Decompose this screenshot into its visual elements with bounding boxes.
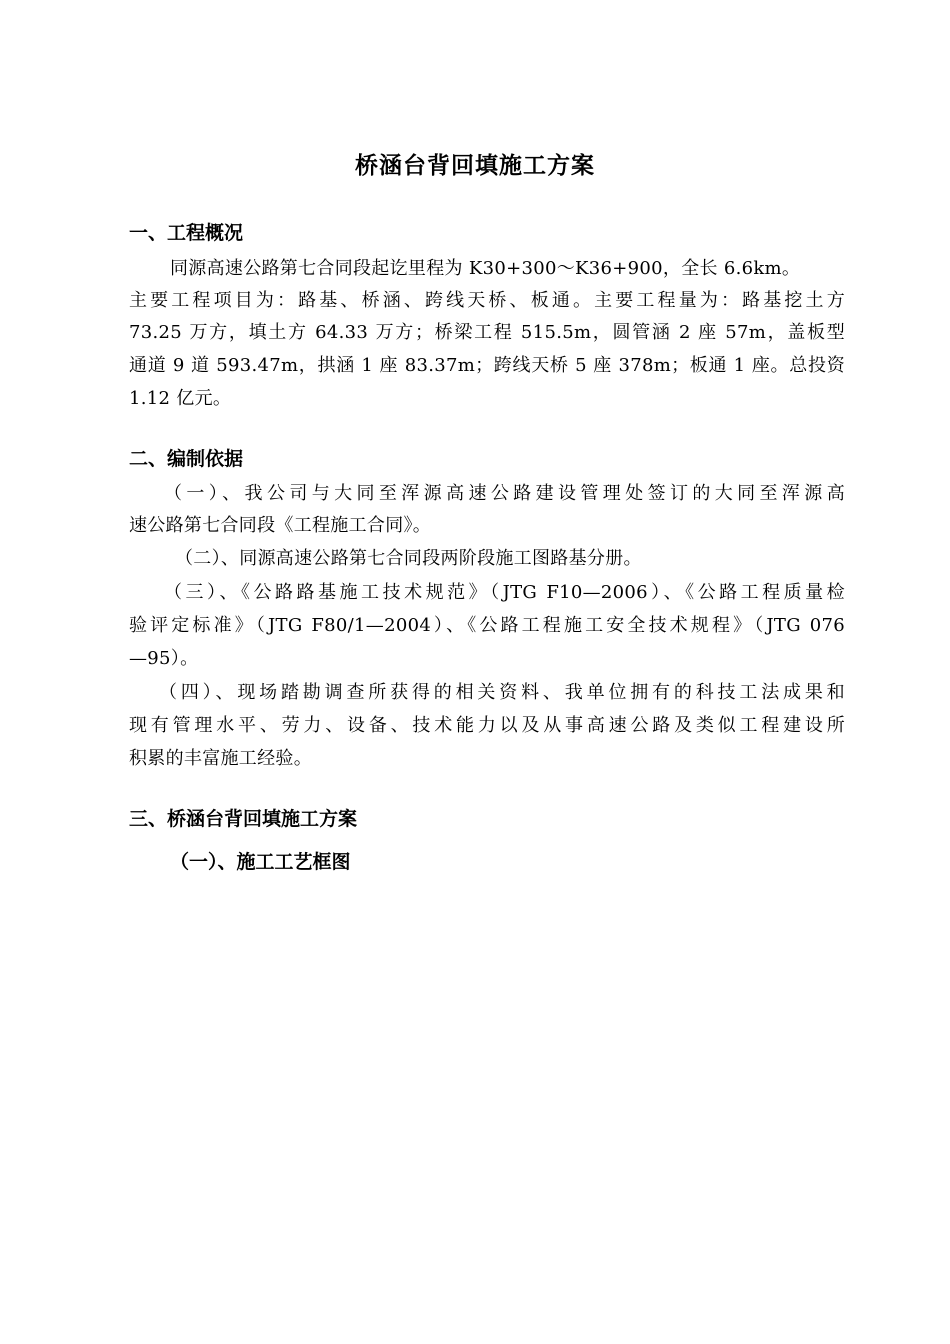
paragraph-line: （二）、同源高速公路第七合同段两阶段施工图路基分册。 (175, 548, 642, 569)
paragraph-line: 验评定标准》（JTG F80/1—2004）、《公路工程施工安全技术规程》（JTG 076 (129, 615, 845, 636)
paragraph-line: 速公路第七合同段《工程施工合同》。 (129, 515, 432, 536)
section-heading-basis: 二、编制依据 (129, 448, 244, 470)
section-heading-plan: 三、桥涵台背回填施工方案 (129, 808, 358, 830)
paragraph-line: 积累的丰富施工经验。 (129, 748, 312, 769)
paragraph-line: —95）。 (129, 648, 199, 669)
subsection-heading-flowchart: （一）、施工工艺框图 (170, 851, 351, 873)
paragraph-line: （一）、我公司与大同至浑源高速公路建设管理处签订的大同至浑源高 (164, 483, 845, 504)
paragraph-line: 1.12 亿元。 (129, 388, 232, 409)
paragraph-line: 通道 9 道 593.47m，拱涵 1 座 83.37m；跨线天桥 5 座 378m；板通 1 座。总投资 (129, 355, 845, 376)
paragraph-line: （三）、《公路路基施工技术规范》（JTG F10—2006）、《公路工程质量检 (164, 582, 845, 603)
paragraph-line: 同源高速公路第七合同段起讫里程为 K30+300～K36+900，全长 6.6km。 (170, 258, 801, 279)
paragraph-line: 73.25 万方，填土方 64.33 万方；桥梁工程 515.5m，圆管涵 2 座 57m，盖板型 (129, 322, 845, 343)
paragraph-line: 主要工程项目为：路基、桥涵、跨线天桥、板通。主要工程量为：路基挖土方 (129, 290, 845, 311)
paragraph-line: （四）、现场踏勘调查所获得的相关资料、我单位拥有的科技工法成果和 (159, 682, 845, 703)
document-title: 桥涵台背回填施工方案 (355, 152, 595, 179)
section-heading-overview: 一、工程概况 (129, 222, 244, 244)
paragraph-line: 现有管理水平、劳力、设备、技术能力以及从事高速公路及类似工程建设所 (129, 715, 845, 736)
